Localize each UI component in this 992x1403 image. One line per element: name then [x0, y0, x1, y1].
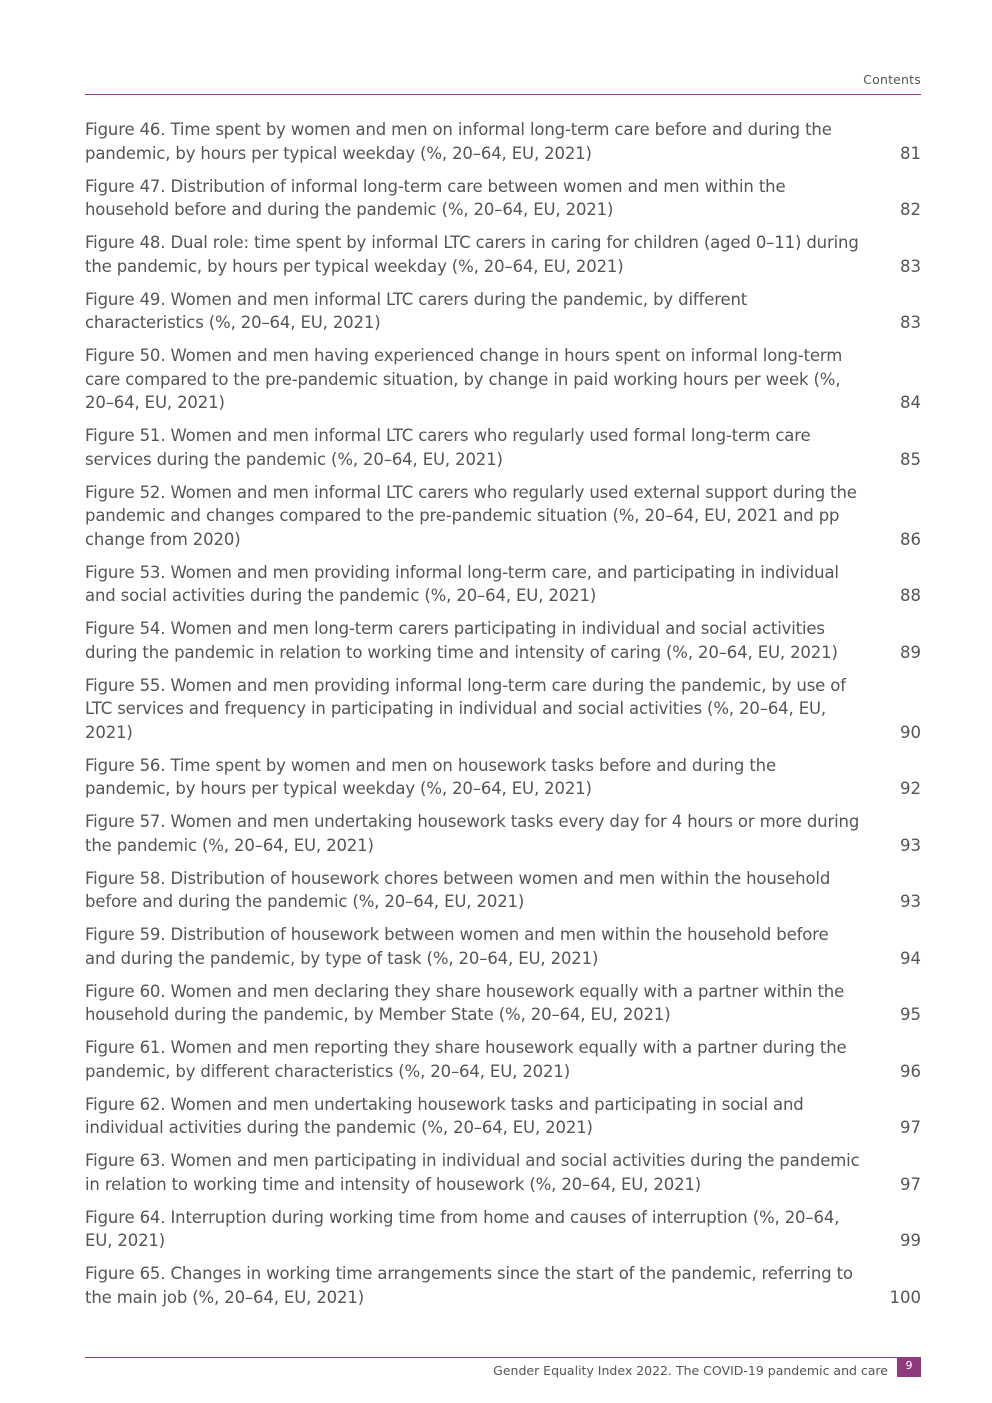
page-number-badge: 9	[897, 1357, 921, 1377]
toc-entry-page: 100	[889, 1287, 921, 1307]
page-footer	[85, 1357, 921, 1378]
section-label: Contents	[863, 72, 921, 87]
toc-entry-title: Figure 62. Women and men undertaking housework tasks and participating in social and individual activities during the pandemic (%, 20–64, EU, 2021)	[85, 1094, 804, 1137]
toc-entry[interactable]	[85, 231, 921, 278]
toc-entry-title: Figure 60. Women and men declaring they share housework equally with a partner within the household during the pandemic, by Member State (%, 20–64, EU, 2021)	[85, 981, 845, 1024]
toc-entry-title: Figure 47. Distribution of informal long-term care between women and men within the household before and during the pandemic (%, 20–64, EU, 2021)	[85, 176, 786, 219]
page-header	[85, 72, 921, 95]
toc-entry-page: 95	[900, 1005, 921, 1024]
toc-entry-page: 83	[900, 313, 921, 332]
toc-entry[interactable]	[85, 175, 921, 222]
toc-entry-page: 83	[900, 256, 921, 276]
toc-entry-title: Figure 59. Distribution of housework between women and men within the household before and during the pandemic, by type of task (%, 20–64, EU, 2021)	[85, 925, 829, 968]
toc-entry-title: Figure 64. Interruption during working time from home and causes of interruption (%, 20–64, EU, 2021)	[85, 1207, 840, 1250]
toc-entry[interactable]	[85, 424, 921, 471]
toc-entry[interactable]	[85, 1149, 921, 1196]
toc-entry[interactable]	[85, 561, 921, 608]
toc-entry[interactable]	[85, 1036, 921, 1083]
toc-entry-page: 86	[900, 529, 921, 549]
toc-entry[interactable]	[85, 674, 921, 745]
toc-entry-page: 90	[900, 722, 921, 742]
toc-entry-page: 81	[900, 143, 921, 163]
toc-entry[interactable]	[85, 1206, 921, 1253]
toc-entry-page: 93	[900, 892, 921, 911]
toc-entry-title: Figure 54. Women and men long-term carers participating in individual and social activities during the pandemic in relation to working time and intensity of caring (%, 20–64, EU, 2021)	[85, 619, 838, 662]
table-of-contents	[85, 118, 921, 1319]
toc-entry-title: Figure 46. Time spent by women and men on informal long-term care before and during the pandemic, by hours per typical weekday (%, 20–64, EU, 2021)	[85, 120, 832, 163]
toc-entry-title: Figure 57. Women and men undertaking housework tasks every day for 4 hours or more during the pandemic (%, 20–64, EU, 2021)	[85, 812, 860, 855]
toc-entry-title: Figure 63. Women and men participating in individual and social activities during the pandemic in relation to working time and intensity of housework (%, 20–64, EU, 2021)	[85, 1151, 860, 1194]
toc-entry-title: Figure 53. Women and men providing informal long-term care, and participating in individual and social activities during the pandemic (%, 20–64, EU, 2021)	[85, 562, 839, 605]
toc-entry[interactable]	[85, 980, 921, 1027]
toc-entry-page: 84	[900, 393, 921, 412]
toc-entry-title: Figure 52. Women and men informal LTC carers who regularly used external support during the pandemic and changes compared to the pre-pandemic situation (%, 20–64, EU, 2021 and pp change from 2020)	[85, 482, 857, 549]
toc-entry[interactable]	[85, 1262, 921, 1309]
toc-entry-page: 85	[900, 449, 921, 469]
toc-entry[interactable]	[85, 118, 921, 165]
toc-entry[interactable]	[85, 481, 921, 552]
publication-title: Gender Equality Index 2022. The COVID-19 pandemic and care	[493, 1363, 888, 1378]
toc-entry-page: 96	[900, 1061, 921, 1081]
toc-entry-title: Figure 51. Women and men informal LTC carers who regularly used formal long-term care services during the pandemic (%, 20–64, EU, 2021)	[85, 426, 811, 469]
toc-entry[interactable]	[85, 923, 921, 970]
toc-entry-title: Figure 61. Women and men reporting they share housework equally with a partner during the pandemic, by different characteristics (%, 20–64, EU, 2021)	[85, 1038, 847, 1081]
toc-entry-page: 93	[900, 835, 921, 855]
toc-entry[interactable]	[85, 754, 921, 801]
toc-entry-page: 89	[900, 642, 921, 662]
toc-entry[interactable]	[85, 810, 921, 857]
toc-entry-title: Figure 48. Dual role: time spent by informal LTC carers in caring for children (aged 0–11) during the pandemic, by hours per typical weekday (%, 20–64, EU, 2021)	[85, 233, 859, 276]
toc-entry-page: 94	[900, 948, 921, 968]
toc-entry-title: Figure 55. Women and men providing informal long-term care during the pandemic, by use of LTC services and frequency in participating in individual and social activities (%, 20–64, EU, 2021)	[85, 675, 846, 742]
toc-entry-title: Figure 49. Women and men informal LTC carers during the pandemic, by different characteristics (%, 20–64, EU, 2021)	[85, 289, 748, 332]
toc-entry[interactable]	[85, 617, 921, 664]
toc-entry-title: Figure 65. Changes in working time arrangements since the start of the pandemic, referring to the main job (%, 20–64, EU, 2021)	[85, 1264, 853, 1307]
toc-entry-title: Figure 58. Distribution of housework chores between women and men within the household before and during the pandemic (%, 20–64, EU, 2021)	[85, 868, 831, 911]
toc-entry[interactable]	[85, 288, 921, 335]
toc-entry-page: 99	[900, 1231, 921, 1250]
toc-entry-page: 88	[900, 586, 921, 605]
toc-entry[interactable]	[85, 867, 921, 914]
toc-entry-page: 82	[900, 200, 921, 219]
toc-entry[interactable]	[85, 344, 921, 415]
toc-entry[interactable]	[85, 1093, 921, 1140]
toc-entry-title: Figure 56. Time spent by women and men on housework tasks before and during the pandemic, by hours per typical weekday (%, 20–64, EU, 2021)	[85, 755, 776, 798]
toc-entry-page: 92	[900, 779, 921, 798]
toc-entry-page: 97	[900, 1118, 921, 1137]
toc-entry-title: Figure 50. Women and men having experienced change in hours spent on informal long-term care compared to the pre-pandemic situation, by change in paid working hours per week (%, 20–64, EU, 2021)	[85, 346, 843, 412]
toc-entry-page: 97	[900, 1174, 921, 1194]
